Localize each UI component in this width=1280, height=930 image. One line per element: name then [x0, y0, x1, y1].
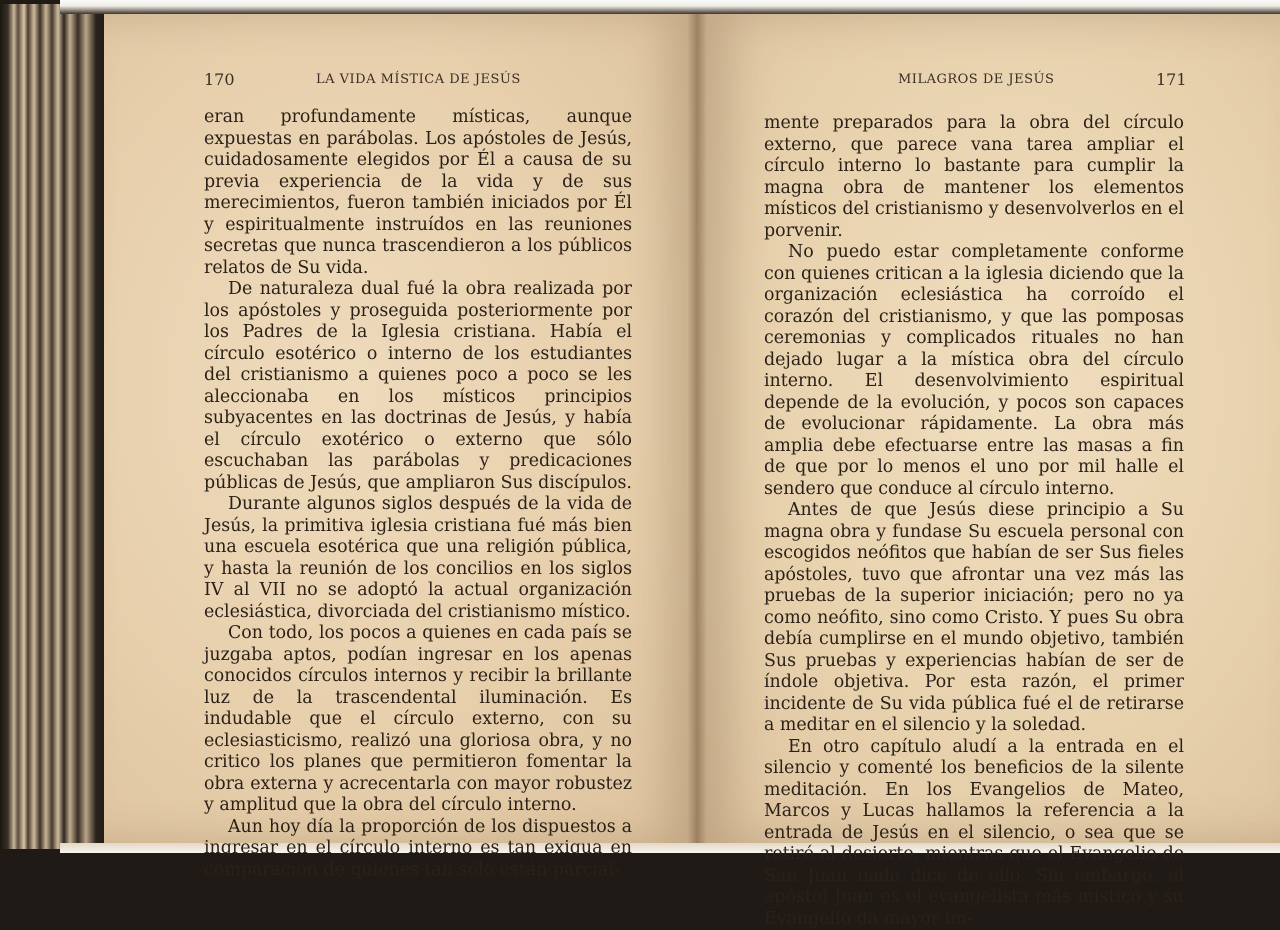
paragraph: eran profundamente místicas, aunque expuestas en parábolas. Los apóstoles de Jesús, cuidadosamente elegidos por Él a causa de su previa experiencia de la vida y de sus merecimientos, fueron también iniciados por Él y espiritualmente instruídos en las reuniones secretas que nunca trascendieron a los públicos relatos de Su vida.	[204, 107, 632, 279]
book-gutter	[688, 14, 706, 843]
right-page	[696, 14, 1280, 843]
left-page	[104, 14, 696, 843]
paragraph: Durante algunos siglos después de la vida de Jesús, la primitiva iglesia cristiana fué más bien una escuela esotérica que una religión pública, y hasta la reunión de los concilios en los siglos IV al VII no se adoptó la actual organización eclesiástica, divorciada del cristianismo místico.	[204, 494, 632, 623]
paragraph: mente preparados para la obra del círculo externo, que parece vana tarea ampliar el círculo interno lo bastante para cumplir la magna obra de mantener los elementos místicos del cristianismo y desenvolverlos en el porvenir.	[764, 113, 1184, 242]
top-edge	[60, 0, 1280, 14]
paragraph: De naturaleza dual fué la obra realizada por los apóstoles y proseguida posteriormente por los Padres de la Iglesia cristiana. Había el círculo esotérico o interno de los estudiantes del cristianismo a quienes poco a poco se les aleccionaba en los místicos principios subyacentes en las doctrinas de Jesús, y había el círculo exotérico o externo que sólo escuchaban las parábolas y predicaciones públicas de Jesús, que ampliaron Sus discípulos.	[204, 279, 632, 494]
paragraph: Aun hoy día la proporción de los dispuestos a ingresar en el círculo interno es tan exigua en comparación de quienes tan sólo están parcial-	[204, 817, 632, 882]
left-body-text	[204, 107, 632, 881]
right-body-text	[764, 113, 1184, 930]
left-page-number: 170	[204, 70, 235, 89]
book-page-edges	[0, 4, 110, 849]
left-running-head: LA VIDA MÍSTICA DE JESÚS	[316, 72, 521, 87]
right-running-head: MILAGROS DE JESÚS	[898, 72, 1054, 87]
right-page-number: 171	[1156, 70, 1187, 89]
paragraph: En otro capítulo aludí a la entrada en el silencio y comenté los beneficios de la silente meditación. En los Evangelios de Mateo, Marcos y Lucas hallamos la referencia a la entrada de Jesús en el silencio, o sea que se retiró al desierto, mientras que el Evangelio de San Juan nada dice de ello. Sin embargo, el apóstol Juan es el evangelista más místico y su Evangelio da mayor im-	[764, 737, 1184, 930]
paragraph: Con todo, los pocos a quienes en cada país se juzgaba aptos, podían ingresar en los apenas conocidos círculos internos y recibir la brillante luz de la trascendental iluminación. Es indudable que el círculo externo, con su eclesiasticismo, realizó una gloriosa obra, y no critico los planes que permitieron fomentar la obra externa y acrecentarla con mayor robustez y amplitud que la obra del círculo interno.	[204, 623, 632, 817]
paragraph: No puedo estar completamente conforme con quienes critican a la iglesia diciendo que la organización eclesiástica ha corroído el corazón del cristianismo, y que las pomposas ceremonias y complicados rituales no han dejado lugar a la mística obra del círculo interno. El desenvolvimiento espiritual depende de la evolución, y pocos son capaces de evolucionar rápidamente. La obra más amplia debe efectuarse entre las masas a fin de que por lo menos el uno por mil halle el sendero que conduce al círculo interno.	[764, 242, 1184, 500]
paragraph: Antes de que Jesús diese principio a Su magna obra y fundase Su escuela personal con escogidos neófitos que habían de ser Sus fieles apóstoles, tuvo que afrontar una vez más las pruebas de la superior iniciación; pero no ya como neófito, sino como Cristo. Y pues Su obra debía cumplirse en el mundo objetivo, también Sus pruebas y experiencias habían de ser de índole objetiva. Por esta razón, el primer incidente de Su vida pública fué el de retirarse a meditar en el silencio y la soledad.	[764, 500, 1184, 737]
